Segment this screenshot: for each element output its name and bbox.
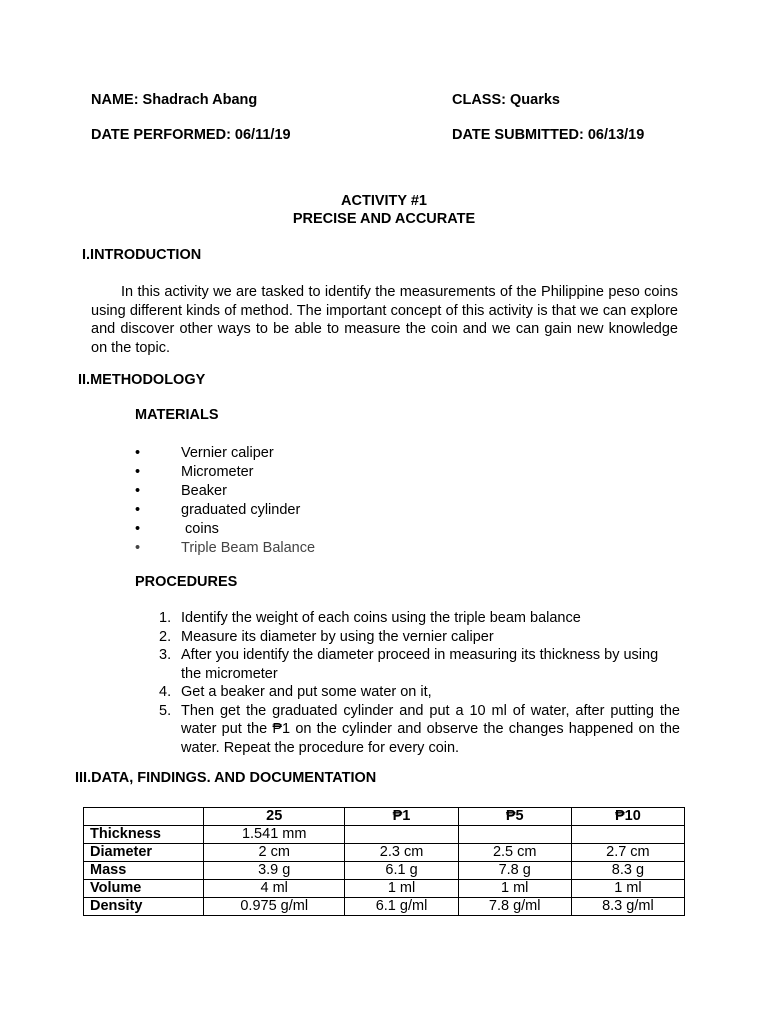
procedures-list [135,609,680,757]
table-row [84,826,685,844]
table-row [84,862,685,880]
table-cell: 2.3 cm [345,844,458,862]
column-header [84,808,204,826]
procedures-heading: PROCEDURES [135,574,238,590]
table-cell: 3.9 g [204,862,345,880]
methodology-heading: II.METHODOLOGY [78,372,206,388]
name-field: NAME: Shadrach Abang [91,92,258,108]
table-cell [571,826,684,844]
activity-subtitle: PRECISE AND ACCURATE [292,211,476,227]
table-cell: 2 cm [204,844,345,862]
table-cell: 8.3 g/ml [571,898,684,916]
table-cell [345,826,458,844]
table-cell: 4 ml [204,880,345,898]
row-label: Thickness [84,826,204,844]
row-label: Density [84,898,204,916]
activity-title: ACTIVITY #1 [341,193,427,209]
table-cell: 1.541 mm [204,826,345,844]
table-cell: 8.3 g [571,862,684,880]
table-cell: 6.1 g/ml [345,898,458,916]
measurements-table [83,807,685,916]
class-field: CLASS: Quarks [452,92,560,108]
column-header: 25 [204,808,345,826]
table-cell: 6.1 g [345,862,458,880]
table-cell [458,826,571,844]
list-item: 3. After you identify the diameter proceed in measuring its thickness by using the micrometer [159,647,659,682]
table-cell: 0.975 g/ml [204,898,345,916]
table-cell: 1 ml [345,880,458,898]
table-row [84,880,685,898]
date-submitted-field: DATE SUBMITTED: 06/13/19 [452,127,645,143]
row-label: Diameter [84,844,204,862]
table-header-row [84,808,685,826]
table-cell: 1 ml [571,880,684,898]
materials-list [135,444,315,558]
table-cell: 7.8 g [458,862,571,880]
introduction-text: In this activity we are tasked to identify the measurements of the Philippine peso coins using different kinds of method. The important concept of this activity is that we can explore and discover other ways to be able to measure the coin and we can gain new knowledge on the topic. [91,284,678,356]
date-performed-field: DATE PERFORMED: 06/11/19 [91,127,291,143]
list-item: • graduated cylinder [135,501,315,520]
introduction-heading: I.INTRODUCTION [82,247,202,263]
introduction-paragraph [91,283,678,357]
list-item: 5. Then get the graduated cylinder and put a 10 ml of water, after putting the water put the ₱1 on the cylinder and observe the changes happened on the water. Repeat the procedure for every coin. [159,702,680,756]
column-header: ₱5 [458,808,571,826]
list-item: • Vernier caliper [135,444,315,463]
list-item: • coins [135,520,315,539]
list-item: 4. Get a beaker and put some water on it, [159,684,432,700]
row-label: Mass [84,862,204,880]
table-cell: 7.8 g/ml [458,898,571,916]
list-item: • Triple Beam Balance [135,539,315,558]
data-heading: III.DATA, FINDINGS. AND DOCUMENTATION [75,770,377,786]
row-label: Volume [84,880,204,898]
list-item: • Micrometer [135,463,315,482]
table-row [84,844,685,862]
table-cell: 2.7 cm [571,844,684,862]
table-cell: 2.5 cm [458,844,571,862]
column-header: ₱10 [571,808,684,826]
list-item: 1. Identify the weight of each coins using the triple beam balance [159,610,581,626]
materials-heading: MATERIALS [135,407,219,423]
list-item: • Beaker [135,482,315,501]
list-item: 2. Measure its diameter by using the vernier caliper [159,628,494,645]
table-cell: 1 ml [458,880,571,898]
table-row [84,898,685,916]
column-header: ₱1 [345,808,458,826]
